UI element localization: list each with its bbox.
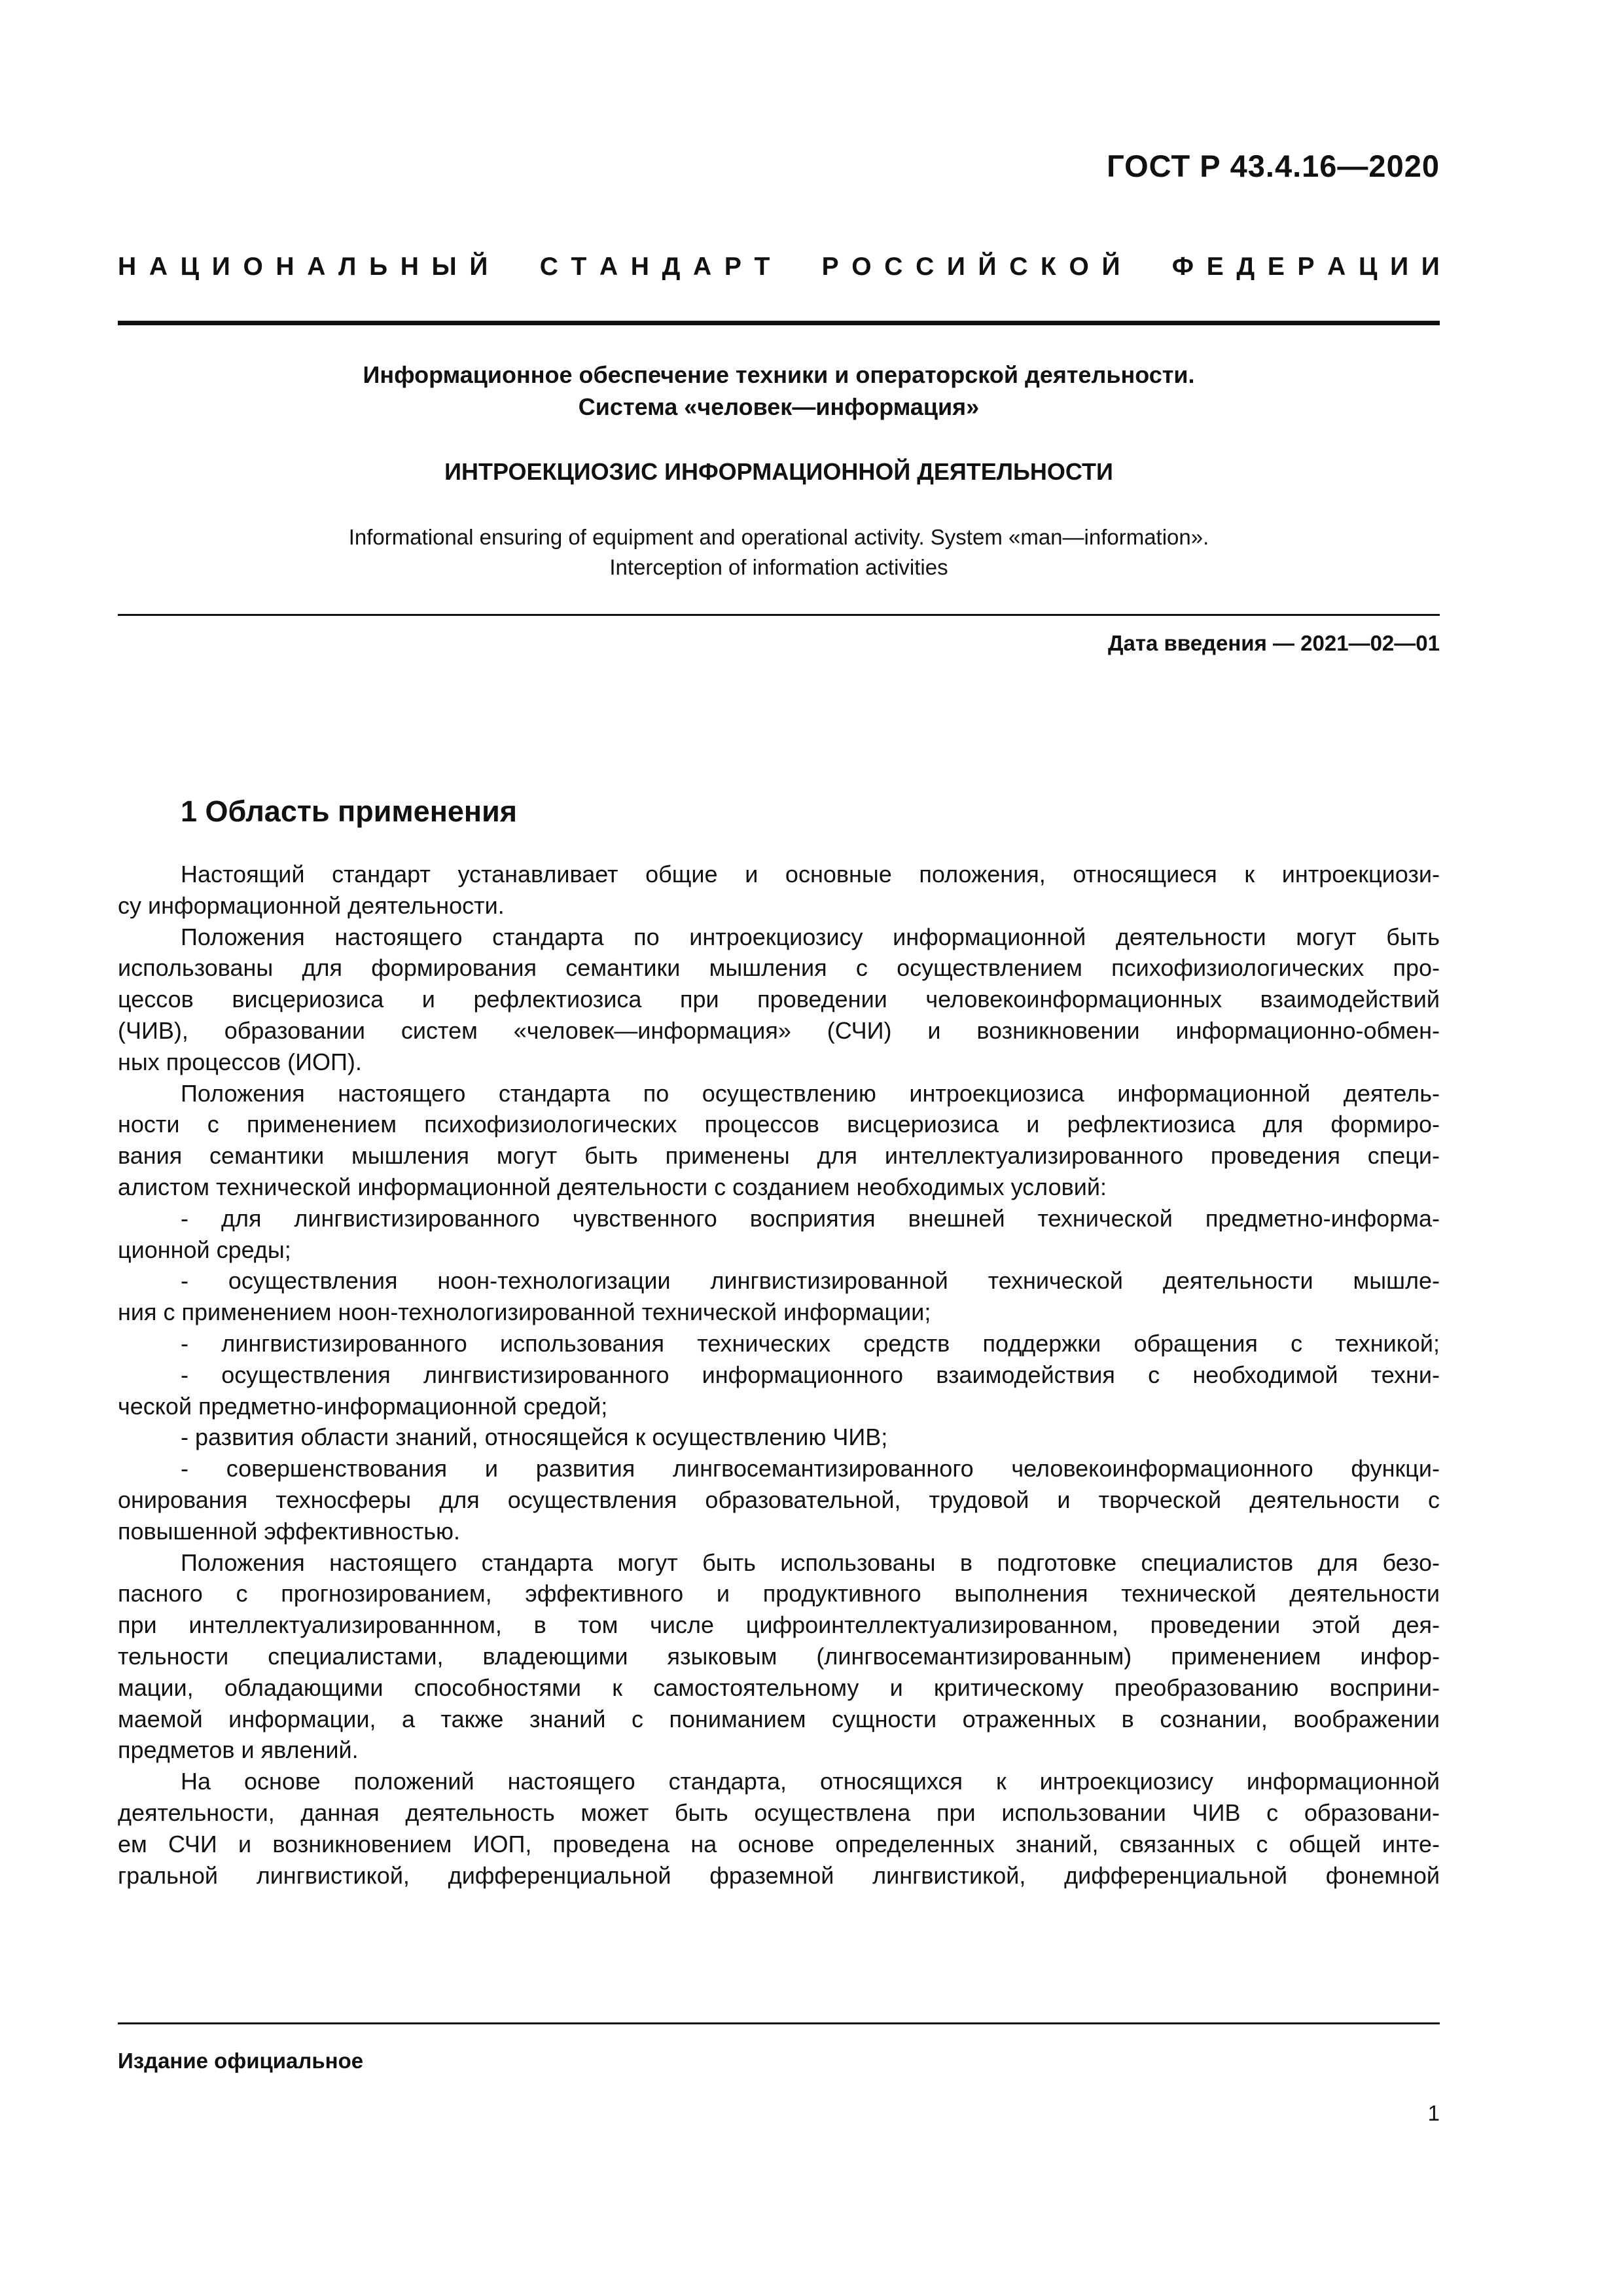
banner-letter: И xyxy=(946,253,965,281)
banner-letter: О xyxy=(851,253,872,281)
text-line: су информационной деятельности. xyxy=(118,891,505,919)
banner-letter: Ф xyxy=(1171,253,1194,281)
edition-label: Издание официальное xyxy=(118,2049,364,2073)
banner-gap xyxy=(783,253,809,281)
text-line: - для лингвистизированного чувственного восприятия внешней технической предметно-информа- xyxy=(181,1204,1440,1232)
text-line: цессов висцериозиса и рефлектиозиса при проведении человекоинформационных взаимодействий xyxy=(118,986,1440,1013)
banner-letter: С xyxy=(884,253,903,281)
text-line: онирования техносферы для осуществления образовательной, трудовой и творческой деятельности с xyxy=(118,1486,1440,1513)
text-line: мации, обладающими способностями к самостоятельному и критическому преобразованию восприни- xyxy=(118,1674,1440,1701)
banner-letter: А xyxy=(307,253,326,281)
footer-rule xyxy=(118,2022,1440,2024)
banner-letter: А xyxy=(693,253,712,281)
text-line: ционной среды; xyxy=(118,1236,291,1263)
banner-letter: С xyxy=(539,253,558,281)
banner-letter: О xyxy=(243,253,263,281)
banner-letter: Ь xyxy=(369,253,388,281)
text-line: пасного с прогнозированием, эффективного и продуктивного выполнения технической деятельности xyxy=(118,1580,1440,1607)
text-line: ных процессов (ИОП). xyxy=(118,1048,362,1075)
section-heading: 1 Область применения xyxy=(181,795,518,828)
banner-letter: Е xyxy=(1267,253,1285,281)
banner-letter: Ы xyxy=(431,253,457,281)
title-english xyxy=(118,522,1440,583)
banner-letter: Й xyxy=(978,253,997,281)
title-russian xyxy=(118,359,1440,423)
header-rule xyxy=(118,321,1440,325)
banner-letter: Е xyxy=(1206,253,1224,281)
text-line: деятельности, данная деятельность может быть осуществлена при использовании ЧИВ с образовани- xyxy=(118,1799,1440,1826)
banner-letter: Н xyxy=(118,253,137,281)
banner-letter: И xyxy=(211,253,230,281)
banner-letter: Н xyxy=(630,253,649,281)
text-line: Настоящий стандарт устанавливает общие и основные положения, относящиеся к интроекциози- xyxy=(181,861,1440,888)
banner-letter: И xyxy=(1390,253,1409,281)
banner-letter: А xyxy=(1327,253,1346,281)
text-line: - осуществления лингвистизированного информационного взаимодействия с необходимой техни- xyxy=(181,1361,1440,1388)
title-russian-line-2: Система «человек—информация» xyxy=(578,393,980,420)
text-line: Положения настоящего стандарта могут быть использованы в подготовке специалистов для безо- xyxy=(181,1549,1440,1576)
text-line: ния с применением ноон-технологизированной технической информации; xyxy=(118,1299,931,1326)
text-line: - лингвистизированного использования технических средств поддержки обращения с техникой; xyxy=(181,1329,1440,1357)
text-line: повышенной эффективностью. xyxy=(118,1517,460,1545)
text-line: тельности специалистами, владеющими языковым (лингвосемантизированным) применением инфор- xyxy=(118,1642,1440,1670)
banner-letter: А xyxy=(149,253,168,281)
banner-letter: Й xyxy=(1101,253,1120,281)
text-line: использованы для формирования семантики мышления с осуществлением психофизиологических про- xyxy=(118,954,1440,982)
text-line: маемой информации, а также знаний с пониманием сущности отраженных в сознании, воображении xyxy=(118,1705,1440,1732)
banner-letter: Т xyxy=(754,253,770,281)
text-line: - осуществления ноон-технологизации лингвистизированной технической деятельности мышле- xyxy=(181,1267,1440,1295)
title-english-line-2: Interception of information activities xyxy=(609,555,948,579)
text-line: ческой предметно-информационной средой; xyxy=(118,1392,608,1420)
document-code: ГОСТ Р 43.4.16—2020 xyxy=(1107,149,1440,183)
text-line: (ЧИВ), образовании систем «человек—информация» (СЧИ) и возникновении информационно-обмен- xyxy=(118,1016,1440,1044)
banner-letter: С xyxy=(1009,253,1028,281)
banner-letter: О xyxy=(1069,253,1089,281)
banner-letter: Д xyxy=(1236,253,1255,281)
title-main: ИНТРОЕКЦИОЗИС ИНФОРМАЦИОННОЙ ДЕЯТЕЛЬНОСТИ xyxy=(444,458,1113,485)
banner-letter: Д xyxy=(662,253,681,281)
banner-letter: Р xyxy=(1297,253,1315,281)
text-line: На основе положений настоящего стандарта, относящихся к интроекциозису информационной xyxy=(181,1768,1440,1795)
banner-letter: Ц xyxy=(180,253,200,281)
banner-letter: Й xyxy=(469,253,488,281)
banner-letter: С xyxy=(916,253,935,281)
banner-letter: Р xyxy=(724,253,741,281)
text-line: гральной лингвистикой, дифференциальной фраземной лингвистикой, дифференциальной фонемной xyxy=(118,1861,1440,1889)
text-line: Положения настоящего стандарта по интроекциозису информационной деятельности могут быть xyxy=(181,923,1440,950)
text-line: - развития области знаний, относящейся к осуществлению ЧИВ; xyxy=(181,1424,888,1451)
banner-gap xyxy=(1133,253,1159,281)
banner-letter: Н xyxy=(400,253,419,281)
section-body xyxy=(118,859,1440,1891)
text-line: вания семантики мышления могут быть применены для интеллектуализированного проведения специ- xyxy=(118,1142,1440,1170)
page-number: 1 xyxy=(1427,2101,1440,2125)
text-line: - совершенствования и развития лингвосемантизированного человекоинформационного функци- xyxy=(181,1455,1440,1482)
banner-letter: К xyxy=(1041,253,1056,281)
banner-letter: Т xyxy=(571,253,587,281)
title-russian-line-1: Информационное обеспечение техники и операторской деятельности. xyxy=(363,361,1195,388)
banner-letter: Н xyxy=(276,253,294,281)
banner-letter: Л xyxy=(338,253,357,281)
text-line: ем СЧИ и возникновением ИОП, проведена на основе определенных знаний, связанных с общей инте- xyxy=(118,1830,1440,1857)
banner-letter: А xyxy=(599,253,618,281)
banner-letter: И xyxy=(1421,253,1440,281)
text-line: при интеллектуализированнном, в том числе цифроинтеллектуализированном, проведении этой дея- xyxy=(118,1611,1440,1639)
title-english-line-1: Informational ensuring of equipment and operational activity. System «man—information». xyxy=(348,525,1209,549)
title-rule xyxy=(118,614,1440,616)
text-line: алистом технической информационной деятельности с созданием необходимых условий: xyxy=(118,1173,1107,1200)
national-standard-banner xyxy=(118,253,1440,281)
text-line: предметов и явлений. xyxy=(118,1736,359,1764)
text-line: ности с применением психофизиологических процессов висцериозиса и рефлектиозиса для формиро- xyxy=(118,1111,1440,1138)
text-line: Положения настоящего стандарта по осуществлению интроекциозиса информационной деятель- xyxy=(181,1079,1440,1107)
introduction-date: Дата введения — 2021—02—01 xyxy=(1108,631,1440,655)
banner-letter: Ц xyxy=(1358,253,1378,281)
banner-letter: Р xyxy=(821,253,839,281)
banner-gap xyxy=(501,253,527,281)
